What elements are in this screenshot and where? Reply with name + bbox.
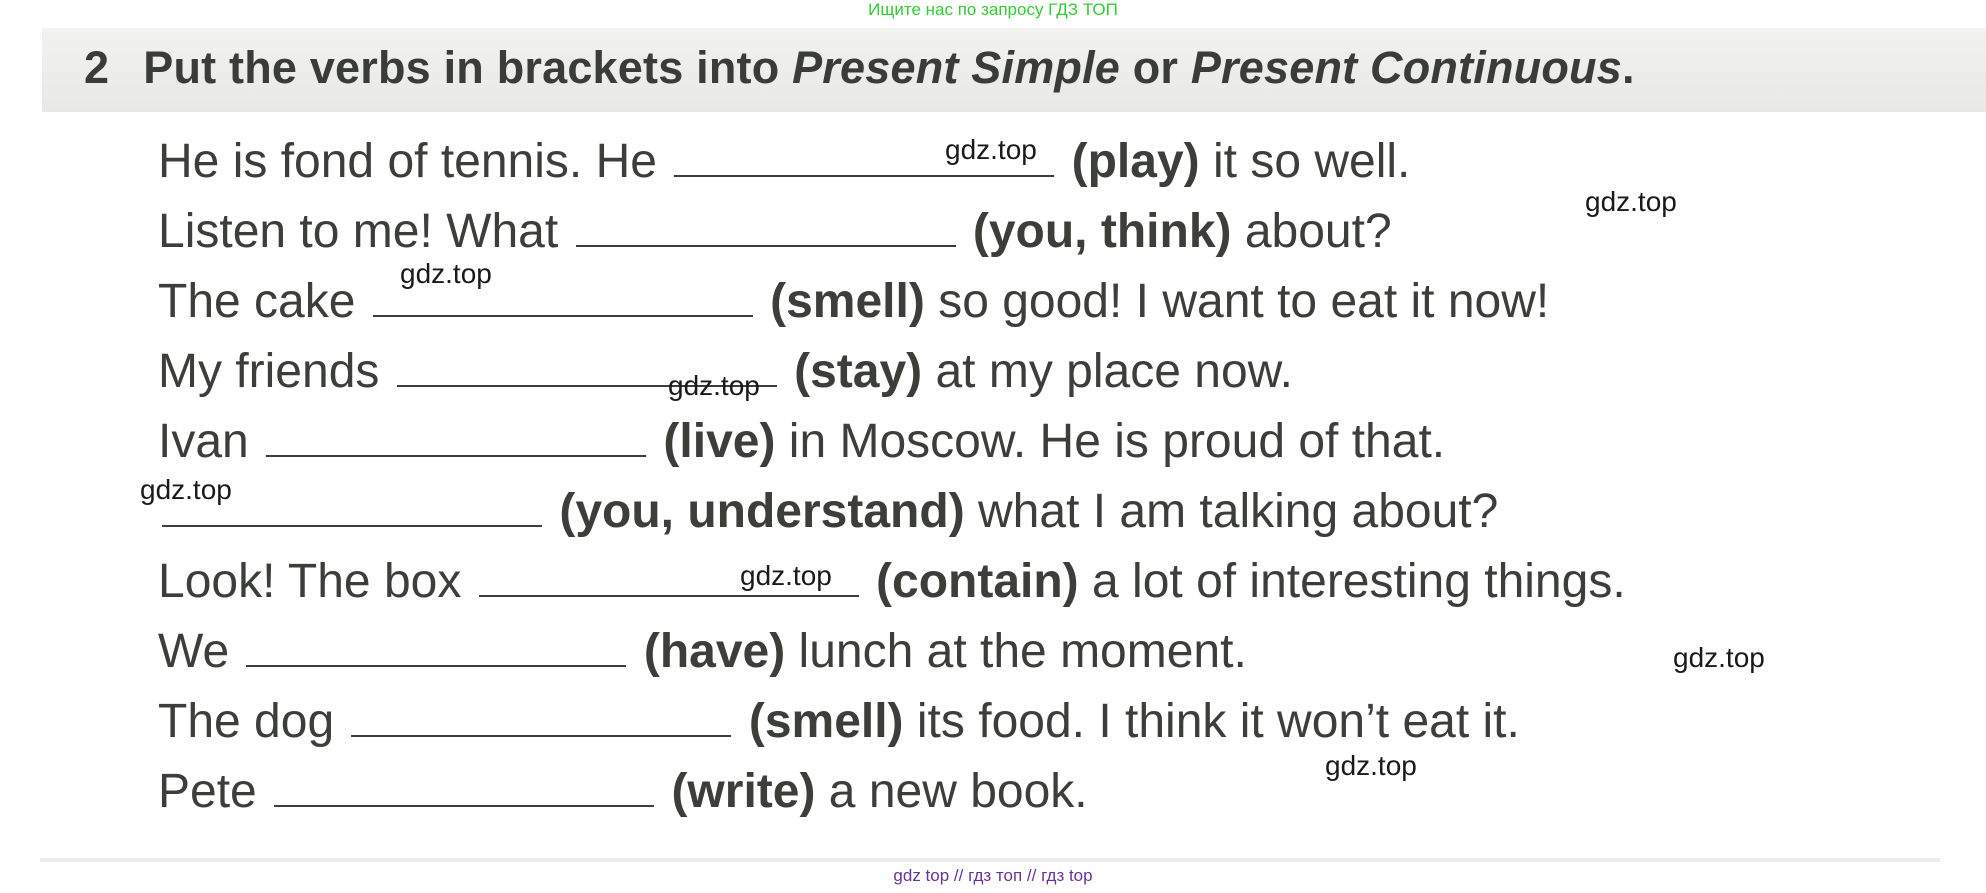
item-sentence (158, 764, 1088, 819)
sentence-before: Look! The box (158, 555, 462, 608)
item-sentence (158, 624, 1247, 679)
item-sentence (158, 204, 1392, 259)
item-sentence (158, 484, 1498, 539)
item-sentence (158, 134, 1410, 189)
footer-links[interactable]: gdz top // гдз топ // гдз top (893, 866, 1093, 885)
verb-hint: (play) (1071, 135, 1200, 188)
heading-text-after: . (1621, 42, 1635, 93)
sentence-after: what I am talking about? (978, 485, 1499, 538)
exercise-number: 2 (84, 42, 110, 93)
sentence-before: We (158, 625, 230, 678)
watermark: gdz.top (400, 258, 492, 289)
sentence-after: it so well. (1212, 135, 1411, 188)
sentence-before: He is fond of tennis. He (158, 135, 657, 188)
sentence-before: The cake (158, 275, 356, 328)
item-sentence (158, 274, 1549, 329)
watermark: gdz.top (668, 370, 760, 401)
heading-term-present-continuous: Present Continuous (1190, 42, 1622, 93)
sentence-after: lunch at the moment. (798, 625, 1247, 678)
answer-blank[interactable] (274, 767, 654, 807)
sentence-before: My friends (158, 345, 380, 398)
watermark: gdz.top (740, 560, 832, 591)
answer-blank[interactable] (351, 697, 731, 737)
verb-hint: (live) (663, 415, 776, 468)
sentence-before: Listen to me! What (158, 205, 559, 258)
item-sentence (158, 414, 1445, 469)
verb-hint: (you, understand) (559, 485, 965, 538)
verb-hint: (contain) (876, 555, 1079, 608)
sentence-after: at my place now. (935, 345, 1293, 398)
verb-hint: (stay) (794, 345, 923, 398)
answer-blank[interactable] (266, 417, 646, 457)
sentence-before: Pete (158, 765, 257, 818)
top-banner[interactable]: Ищите нас по запросу ГДЗ ТОП (868, 0, 1118, 19)
verb-hint: (smell) (748, 695, 904, 748)
item-sentence (158, 554, 1626, 609)
watermark: gdz.top (1673, 642, 1765, 673)
sentence-after: in Moscow. He is proud of that. (788, 415, 1446, 468)
sentence-after: so good! I want to eat it now! (938, 275, 1550, 328)
answer-blank[interactable] (576, 207, 956, 247)
sentence-before: Ivan (158, 415, 249, 468)
sentence-after: a new book. (828, 765, 1088, 818)
sentence-after: a lot of interesting things. (1092, 555, 1626, 608)
verb-hint: (you, think) (972, 205, 1232, 258)
bottom-divider (40, 858, 1940, 862)
heading-text-before: Put the verbs in brackets into (143, 42, 793, 93)
sentence-before: The dog (158, 695, 335, 748)
heading-term-present-simple: Present Simple (792, 42, 1121, 93)
exercise-heading (84, 42, 1635, 94)
watermark: gdz.top (1325, 750, 1417, 781)
watermark: gdz.top (945, 134, 1037, 165)
verb-hint: (write) (671, 765, 816, 818)
verb-hint: (have) (643, 625, 786, 678)
watermark: gdz.top (140, 474, 232, 505)
sentence-after: about? (1244, 205, 1392, 258)
verb-hint: (smell) (770, 275, 925, 328)
heading-text-middle: or (1120, 42, 1191, 93)
sentence-after: its food. I think it won’t eat it. (916, 695, 1520, 748)
answer-blank[interactable] (246, 627, 626, 667)
item-sentence (158, 694, 1520, 749)
watermark: gdz.top (1585, 186, 1677, 217)
